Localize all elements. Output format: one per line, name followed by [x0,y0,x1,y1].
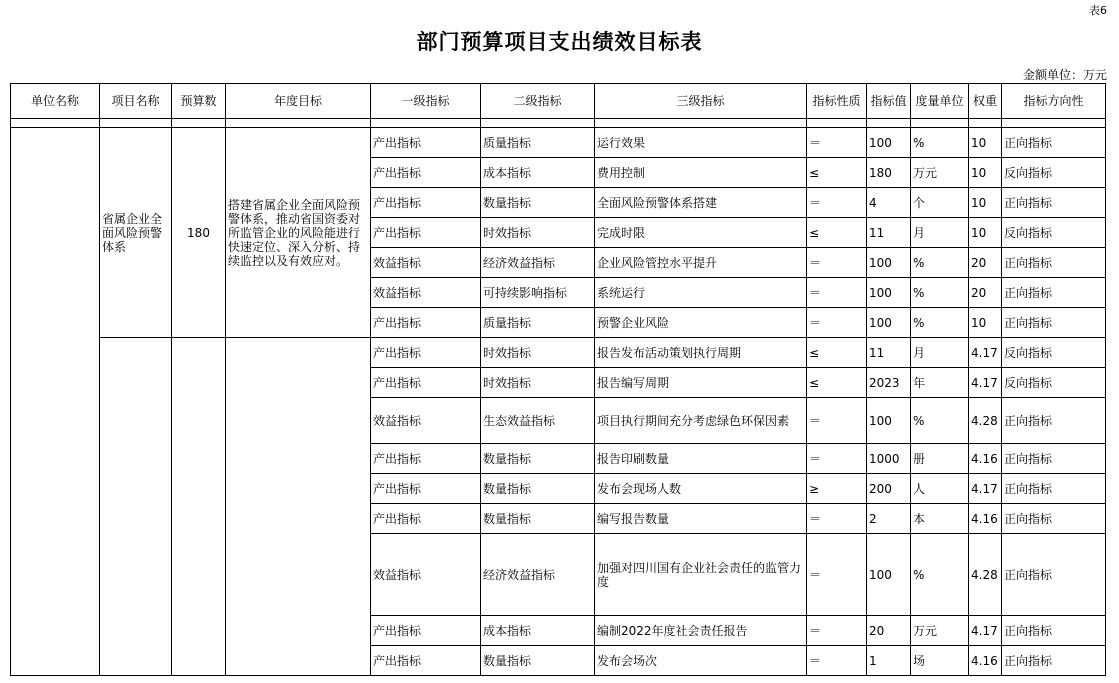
level3-cell: 报告发布活动策划执行周期 [595,338,807,368]
level1-cell: 产出指标 [371,474,481,504]
table-number: 表6 [1089,4,1107,17]
measure-unit-cell: 本 [911,504,969,534]
weight-cell: 10 [969,158,1002,188]
level2-cell: 可持续影响指标 [481,278,595,308]
measure-unit-cell: 年 [911,368,969,398]
nature-cell: ≤ [807,158,867,188]
weight-cell: 10 [969,128,1002,158]
value-cell: 100 [867,308,911,338]
value-cell: 100 [867,278,911,308]
direction-cell: 正向指标 [1002,504,1106,534]
level1-cell: 产出指标 [371,218,481,248]
level3-cell: 发布会场次 [595,646,807,676]
col-direction: 指标方向性 [1002,84,1106,119]
weight-cell: 10 [969,308,1002,338]
measure-unit-cell: 人 [911,474,969,504]
col-level2: 二级指标 [481,84,595,119]
direction-cell: 正向指标 [1002,398,1106,444]
level3-cell: 编写报告数量 [595,504,807,534]
level3-cell: 全面风险预警体系搭建 [595,188,807,218]
direction-cell: 正向指标 [1002,308,1106,338]
measure-unit-cell: % [911,398,969,444]
direction-cell: 正向指标 [1002,128,1106,158]
col-value: 指标值 [867,84,911,119]
level3-cell: 加强对四川国有企业社会责任的监管力度 [595,534,807,616]
unit-name-cell [11,128,100,676]
level1-cell: 效益指标 [371,398,481,444]
measure-unit-cell: 万元 [911,158,969,188]
direction-cell: 反向指标 [1002,158,1106,188]
value-cell: 100 [867,534,911,616]
measure-unit-cell: 个 [911,188,969,218]
level2-cell: 数量指标 [481,474,595,504]
level3-cell: 系统运行 [595,278,807,308]
weight-cell: 20 [969,248,1002,278]
level3-cell: 完成时限 [595,218,807,248]
measure-unit-cell: % [911,534,969,616]
project-name-cell-2 [100,338,172,676]
level2-cell: 时效指标 [481,338,595,368]
measure-unit-cell: 月 [911,218,969,248]
measure-unit-cell: % [911,278,969,308]
value-cell: 2023 [867,368,911,398]
level1-cell: 产出指标 [371,158,481,188]
weight-cell: 20 [969,278,1002,308]
value-cell: 180 [867,158,911,188]
nature-cell: ＝ [807,616,867,646]
value-cell: 1000 [867,444,911,474]
nature-cell: ＝ [807,128,867,158]
direction-cell: 正向指标 [1002,616,1106,646]
nature-cell: ＝ [807,646,867,676]
value-cell: 11 [867,218,911,248]
level3-cell: 发布会现场人数 [595,474,807,504]
level2-cell: 数量指标 [481,646,595,676]
level2-cell: 时效指标 [481,368,595,398]
weight-cell: 4.17 [969,474,1002,504]
level1-cell: 效益指标 [371,248,481,278]
nature-cell: ＝ [807,308,867,338]
value-cell: 100 [867,128,911,158]
level3-cell: 企业风险管控水平提升 [595,248,807,278]
level1-cell: 产出指标 [371,188,481,218]
level1-cell: 产出指标 [371,504,481,534]
nature-cell: ≤ [807,368,867,398]
level2-cell: 经济效益指标 [481,248,595,278]
weight-cell: 4.17 [969,368,1002,398]
level3-cell: 预警企业风险 [595,308,807,338]
level2-cell: 数量指标 [481,444,595,474]
nature-cell: ≤ [807,218,867,248]
level1-cell: 产出指标 [371,616,481,646]
measure-unit-cell: % [911,128,969,158]
direction-cell: 反向指标 [1002,218,1106,248]
nature-cell: ＝ [807,504,867,534]
weight-cell: 4.16 [969,504,1002,534]
level2-cell: 时效指标 [481,218,595,248]
level3-cell: 报告印刷数量 [595,444,807,474]
nature-cell: ≤ [807,338,867,368]
col-weight: 权重 [969,84,1002,119]
weight-cell: 4.28 [969,534,1002,616]
weight-cell: 4.17 [969,338,1002,368]
col-project-name: 项目名称 [100,84,172,119]
budget-cell-2 [172,338,226,676]
level1-cell: 产出指标 [371,308,481,338]
direction-cell: 反向指标 [1002,338,1106,368]
level2-cell: 成本指标 [481,158,595,188]
level2-cell: 质量指标 [481,128,595,158]
col-unit-name: 单位名称 [11,84,100,119]
direction-cell: 反向指标 [1002,368,1106,398]
col-nature: 指标性质 [807,84,867,119]
measure-unit-cell: 万元 [911,616,969,646]
level2-cell: 经济效益指标 [481,534,595,616]
nature-cell: ＝ [807,398,867,444]
weight-cell: 4.16 [969,444,1002,474]
value-cell: 4 [867,188,911,218]
col-annual-goal: 年度目标 [226,84,371,119]
value-cell: 200 [867,474,911,504]
value-cell: 11 [867,338,911,368]
col-measure-unit: 度量单位 [911,84,969,119]
level2-cell: 成本指标 [481,616,595,646]
weight-cell: 4.17 [969,616,1002,646]
header-row [11,84,1106,119]
budget-cell: 180 [172,128,226,338]
weight-cell: 4.28 [969,398,1002,444]
direction-cell: 正向指标 [1002,188,1106,218]
amount-unit: 金额单位：万元 [1022,68,1107,82]
level1-cell: 产出指标 [371,646,481,676]
direction-cell: 正向指标 [1002,474,1106,504]
nature-cell: ＝ [807,534,867,616]
level3-cell: 费用控制 [595,158,807,188]
level3-cell: 运行效果 [595,128,807,158]
direction-cell: 正向指标 [1002,248,1106,278]
measure-unit-cell: 场 [911,646,969,676]
performance-table [10,83,1106,676]
weight-cell: 10 [969,218,1002,248]
annual-goal-cell-2 [226,338,371,676]
table-row [11,338,1106,368]
col-level3: 三级指标 [595,84,807,119]
direction-cell: 正向指标 [1002,534,1106,616]
level2-cell: 质量指标 [481,308,595,338]
value-cell: 100 [867,398,911,444]
level1-cell: 效益指标 [371,278,481,308]
direction-cell: 正向指标 [1002,646,1106,676]
direction-cell: 正向指标 [1002,444,1106,474]
level3-cell: 报告编写周期 [595,368,807,398]
level1-cell: 产出指标 [371,338,481,368]
level2-cell: 数量指标 [481,504,595,534]
annual-goal-cell: 搭建省属企业全面风险预警体系，推动省国资委对所监管企业的风险能进行快速定位、深入分析、持续监控以及有效应对。 [226,128,371,338]
measure-unit-cell: % [911,248,969,278]
direction-cell: 正向指标 [1002,278,1106,308]
measure-unit-cell: 月 [911,338,969,368]
col-budget: 预算数 [172,84,226,119]
weight-cell: 4.16 [969,646,1002,676]
level1-cell: 产出指标 [371,128,481,158]
measure-unit-cell: % [911,308,969,338]
level2-cell: 数量指标 [481,188,595,218]
weight-cell: 10 [969,188,1002,218]
document-title: 部门预算项目支出绩效目标表 [416,29,703,54]
col-level1: 一级指标 [371,84,481,119]
nature-cell: ＝ [807,278,867,308]
value-cell: 1 [867,646,911,676]
nature-cell: ＝ [807,444,867,474]
level2-cell: 生态效益指标 [481,398,595,444]
level1-cell: 效益指标 [371,534,481,616]
level1-cell: 产出指标 [371,444,481,474]
nature-cell: ≥ [807,474,867,504]
value-cell: 2 [867,504,911,534]
value-cell: 20 [867,616,911,646]
project-name-cell: 省属企业全面风险预警体系 [100,128,172,338]
level3-cell: 编制2022年度社会责任报告 [595,616,807,646]
nature-cell: ＝ [807,248,867,278]
level3-cell: 项目执行期间充分考虑绿色环保因素 [595,398,807,444]
value-cell: 100 [867,248,911,278]
table-row [11,128,1106,158]
level1-cell: 产出指标 [371,368,481,398]
measure-unit-cell: 册 [911,444,969,474]
nature-cell: ＝ [807,188,867,218]
